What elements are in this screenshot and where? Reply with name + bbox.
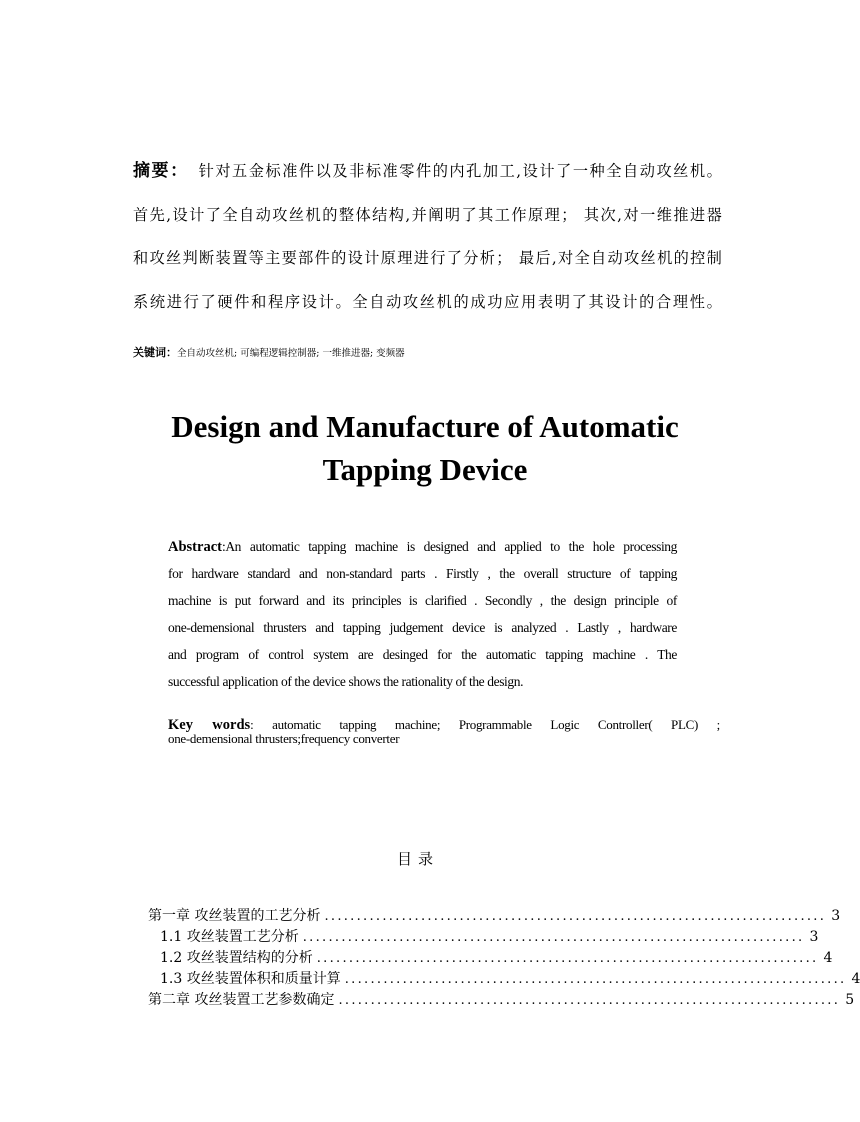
chinese-keywords-text: 全自动攻丝机; 可编程逻辑控制器; 一维推进器; 变频器 <box>177 348 405 359</box>
chinese-abstract-line-4: 系统进行了硬件和程序设计。全自动攻丝机的成功应用表明了其设计的合理性。 <box>133 292 723 311</box>
chinese-abstract-line-2: 首先,设计了全自动攻丝机的整体结构,并阐明了其工作原理； 其次,对一维推进器 <box>133 205 723 224</box>
toc-page-number: 3 <box>809 929 819 945</box>
english-keywords <box>168 718 720 745</box>
toc-leader-dots: .............................................................................. <box>324 909 827 924</box>
toc-page-number: 3 <box>831 908 841 924</box>
toc-entry[interactable] <box>148 906 841 927</box>
english-abstract-line-6: successful application of the device shows the rationality of the design. <box>168 674 524 689</box>
english-abstract-line-4: one-demensional thrusters and tapping judgement device is analyzed . Lastly , hardware <box>168 620 677 635</box>
toc-page-number: 4 <box>851 971 860 987</box>
chinese-abstract <box>133 150 723 324</box>
english-keywords-line-1: Key words: automatic tapping machine; Programmable Logic Controller( PLC) ; <box>168 717 720 733</box>
table-of-contents <box>148 906 860 1011</box>
toc-entry-title: 1.1 攻丝装置工艺分析 <box>160 929 299 945</box>
toc-title: 目录 <box>396 850 439 868</box>
english-title-line-1: Design and Manufacture of Automatic <box>171 409 679 444</box>
toc-page-number: 4 <box>823 950 833 966</box>
toc-entry[interactable] <box>148 948 833 969</box>
toc-leader-dots: .............................................................................. <box>302 930 805 945</box>
toc-entry[interactable] <box>148 969 860 990</box>
english-abstract-line-5: and program of control system are desinged for the automatic tapping machine . The <box>168 647 677 662</box>
toc-entry-title: 第一章 攻丝装置的工艺分析 <box>148 908 321 924</box>
english-abstract-line-3: machine is put forward and its principles is clarified . Secondly , the design principle of <box>168 593 677 608</box>
english-keywords-label: Key words <box>168 717 251 733</box>
toc-leader-dots: .............................................................................. <box>316 951 819 966</box>
toc-entry-title: 1.2 攻丝装置结构的分析 <box>160 950 313 966</box>
english-abstract <box>168 533 677 695</box>
english-abstract-line-2: for hardware standard and non-standard parts . Firstly , the overall structure of tapping <box>168 566 677 581</box>
chinese-keywords <box>133 345 405 362</box>
english-title <box>100 405 750 491</box>
english-title-line-2: Tapping Device <box>322 452 528 487</box>
toc-entry-title: 第二章 攻丝装置工艺参数确定 <box>148 992 335 1008</box>
toc-leader-dots: .............................................................................. <box>338 993 841 1008</box>
toc-entry[interactable] <box>148 927 819 948</box>
chinese-abstract-label: 摘要： <box>133 161 189 181</box>
english-keywords-line-2: one-demensional thrusters;frequency converter <box>168 731 400 746</box>
toc-leader-dots: .............................................................................. <box>344 972 847 987</box>
english-abstract-line-1: Abstract:An automatic tapping machine is designed and applied to the hole processing <box>168 539 677 555</box>
toc-entry-title: 1.3 攻丝装置体积和质量计算 <box>160 971 341 987</box>
chinese-abstract-line-1: 摘要： 针对五金标准件以及非标准零件的内孔加工,设计了一种全自动攻丝机。 <box>133 161 723 181</box>
toc-entry[interactable] <box>148 990 855 1011</box>
toc-page-number: 5 <box>845 992 855 1008</box>
chinese-keywords-label: 关键词： <box>133 346 177 359</box>
chinese-abstract-line-3: 和攻丝判断装置等主要部件的设计原理进行了分析； 最后,对全自动攻丝机的控制 <box>133 249 723 267</box>
english-abstract-label: Abstract <box>168 539 222 555</box>
